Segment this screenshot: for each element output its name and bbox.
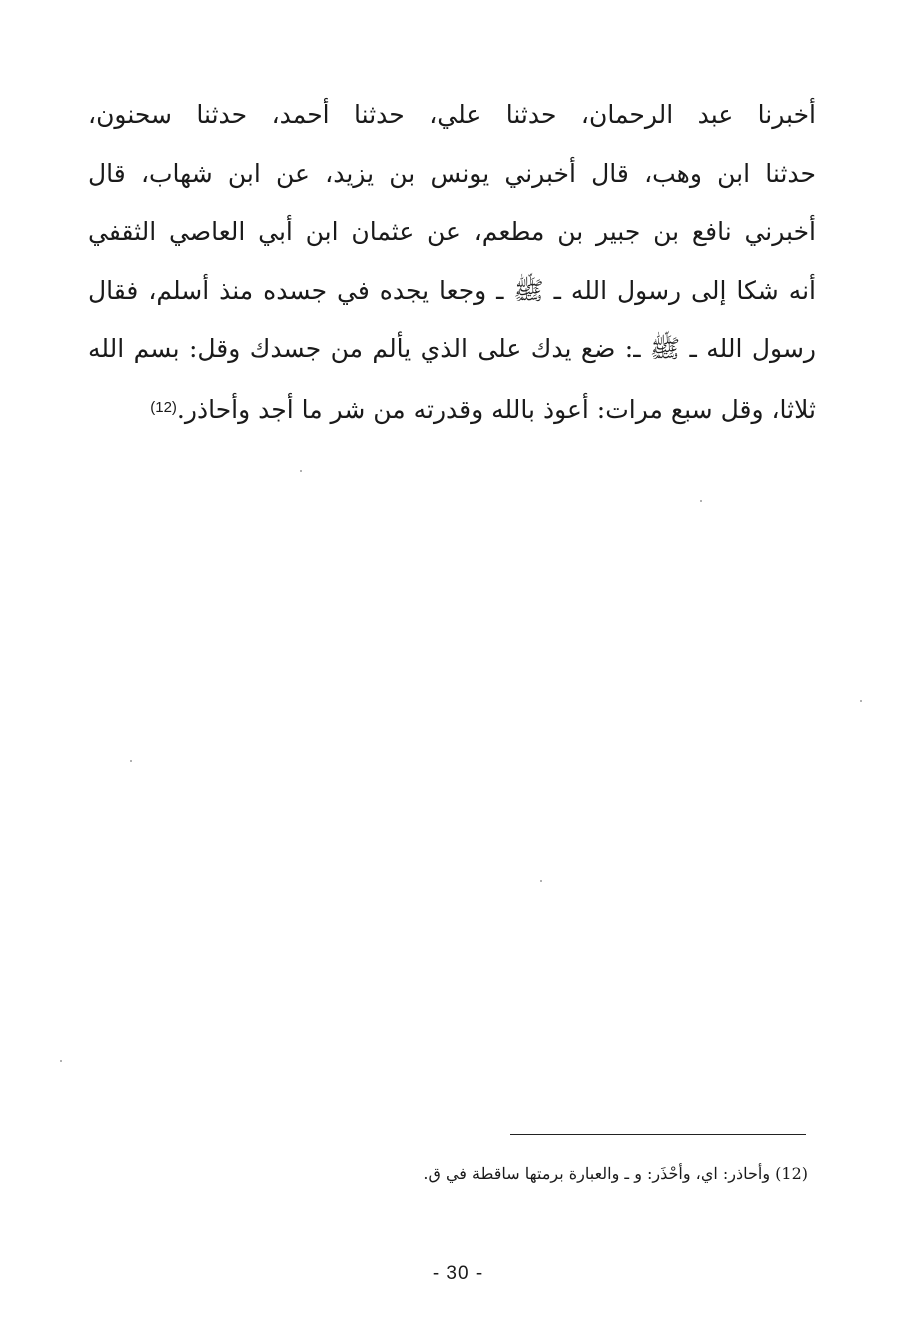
paragraph-line-5: رسول الله ـ ﷺ ـ: ضع يدك على الذي يألم من جسدك وقل: بسم الله: [88, 334, 816, 363]
scan-speck: [130, 760, 132, 762]
scan-speck: [540, 880, 542, 882]
footnote-separator: [510, 1134, 806, 1135]
scan-speck: [700, 500, 702, 502]
paragraph-line-2: حدثنا ابن وهب، قال أخبرني يونس بن يزيد، عن ابن شهاب، قال: [88, 158, 816, 188]
paragraph-line-3: أخبرني نافع بن جبير بن مطعم، عن عثمان ابن أبي العاصي الثقفي: [88, 217, 816, 246]
scan-speck: [300, 470, 302, 472]
footnote: (12) وأحاذر: اي، وأحْذَر: و ـ والعبارة برمتها ساقطة في ق.: [423, 1164, 808, 1183]
scan-speck: [60, 1060, 62, 1062]
page-number: - 30 -: [432, 1263, 484, 1284]
paragraph-line-1: أخبرنا عبد الرحمان، حدثنا علي، حدثنا أحمد، حدثنا سحنون،: [88, 100, 816, 129]
paragraph-line-6-text: ثلاثا، وقل سبع مرات: أعوذ بالله وقدرته من شر ما أجد وأحاذر.: [176, 394, 816, 424]
footnote-reference: (12): [150, 398, 177, 416]
scan-speck: [860, 700, 862, 702]
hadith-paragraph: [88, 86, 816, 437]
paragraph-line-6: [88, 379, 816, 438]
paragraph-line-4: أنه شكا إلى رسول الله ـ ﷺ ـ وجعا يجده في جسده منذ أسلم، فقال: [88, 275, 816, 305]
